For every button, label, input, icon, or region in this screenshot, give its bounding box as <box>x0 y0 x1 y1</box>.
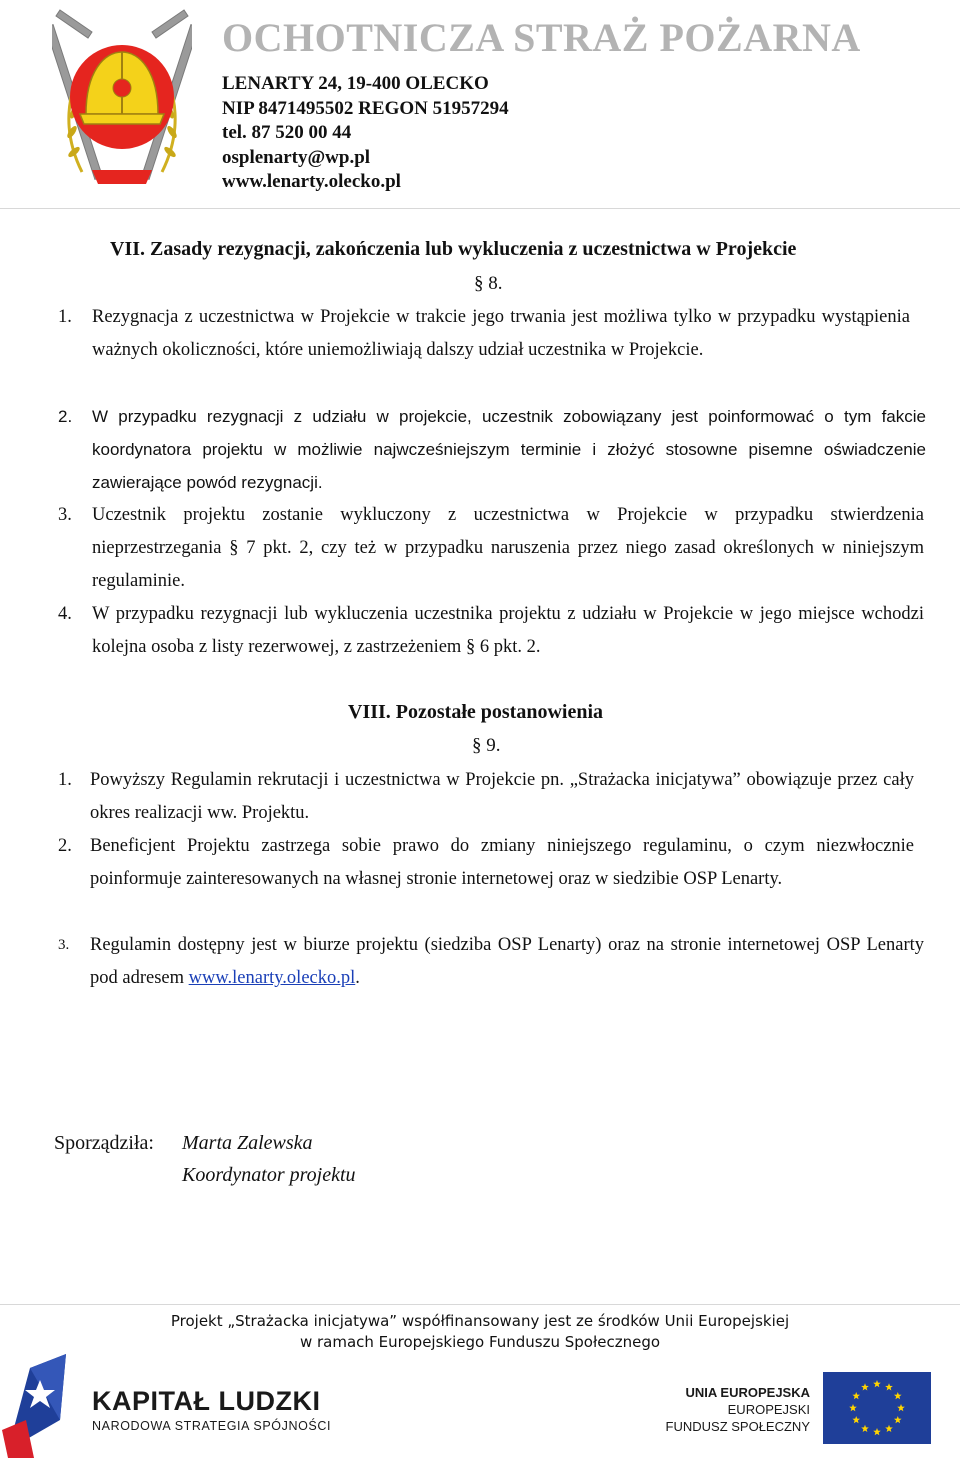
eu-line-3: FUNDUSZ SPOŁECZNY <box>665 1419 810 1434</box>
footer-line-1: Projekt „Strażacka inicjatywa” współfinansowany jest ze środków Unii Europejskiej <box>170 1312 790 1330</box>
org-website: www.lenarty.olecko.pl <box>222 171 401 192</box>
org-nip-regon: NIP 8471495502 REGON 51957294 <box>222 97 509 119</box>
fire-brigade-logo <box>52 2 192 198</box>
signature-label: Sporządziła: <box>54 1132 154 1154</box>
section-7-paragraph: § 8. <box>474 273 503 294</box>
eu-line-2: EUROPEJSKI <box>727 1402 810 1417</box>
section-7-heading: VII. Zasady rezygnacji, zakończenia lub wykluczenia z uczestnictwa w Projekcie <box>110 238 797 260</box>
section-8-item-2: 2. Beneficjent Projektu zastrzega sobie prawo do zmiany niniejszego regulaminu, o czym niezwłocznie poinformuje zainteresowanych na własnej stronie internetowej oraz w siedzibie OSP Lenarty. <box>58 836 914 889</box>
kapital-ludzki-subtitle: NARODOWA STRATEGIA SPÓJNOŚCI <box>92 1419 332 1433</box>
org-contact <box>222 72 509 195</box>
section-7-item-1: 1. Rezygnacja z uczestnictwa w Projekcie w trakcie jego trwania jest możliwa tylko w przypadku wystąpienia ważnych okoliczności, które uniemożliwiają dalszy udział uczestnika w Projekcie. <box>58 307 910 360</box>
signature-role: Koordynator projektu <box>182 1164 356 1186</box>
org-email: osplenarty@wp.pl <box>222 146 371 168</box>
section-8-heading: VIII. Pozostałe postanowienia <box>348 701 604 723</box>
org-name: OCHOTNICZA STRAŻ POŻARNA <box>222 15 861 60</box>
section-8-item-3: 3. Regulamin dostępny jest w biurze projektu (siedziba OSP Lenarty) oraz na stronie internetowej OSP Lenarty pod adresem www.lenarty.olecko.pl. <box>58 935 924 988</box>
section-7-item-3: 3. Uczestnik projektu zostanie wykluczony z uczestnictwa w Projekcie w przypadku stwierdzenia nieprzestrzegania § 7 pkt. 2, czy też w przypadku naruszenia przez niego zasad określonych w niniejszym regulaminie. <box>58 505 924 591</box>
org-phone: tel. 87 520 00 44 <box>222 122 352 143</box>
footer-line-2: w ramach Europejskiego Funduszu Społecznego <box>299 1333 661 1351</box>
footer-divider <box>0 1304 960 1305</box>
org-address: LENARTY 24, 19-400 OLECKO <box>222 73 489 94</box>
eu-flag-icon <box>823 1372 931 1444</box>
kapital-ludzki-logo-icon <box>0 1350 90 1460</box>
section-8-item-1: 1. Powyższy Regulamin rekrutacji i uczestnictwa w Projekcie pn. „Strażacka inicjatywa” obowiązuje przez cały okres realizacji ww. Projektu. <box>58 770 914 823</box>
section-7-item-2: 2. W przypadku rezygnacji z udziału w projekcie, uczestnik zobowiązany jest poinformować o tym fakcie koordynatora projektu w możliwie najwcześniejszym terminie i złożyć stosowne pisemne oświadczenie zawierające powód rezygnacji. <box>58 407 926 492</box>
section-8-paragraph: § 9. <box>472 735 501 756</box>
signature-name: Marta Zalewska <box>182 1132 313 1154</box>
eu-line-1: UNIA EUROPEJSKA <box>685 1385 810 1400</box>
website-link[interactable]: www.lenarty.olecko.pl <box>188 968 356 988</box>
kapital-ludzki-title: KAPITAŁ LUDZKI <box>92 1386 321 1416</box>
header-divider <box>0 208 960 209</box>
section-7-item-4: 4. W przypadku rezygnacji lub wykluczenia uczestnika projektu z udziału w Projekcie w jego miejsce wchodzi kolejna osoba z listy rezerwowej, z zastrzeżeniem § 6 pkt. 2. <box>58 604 924 657</box>
